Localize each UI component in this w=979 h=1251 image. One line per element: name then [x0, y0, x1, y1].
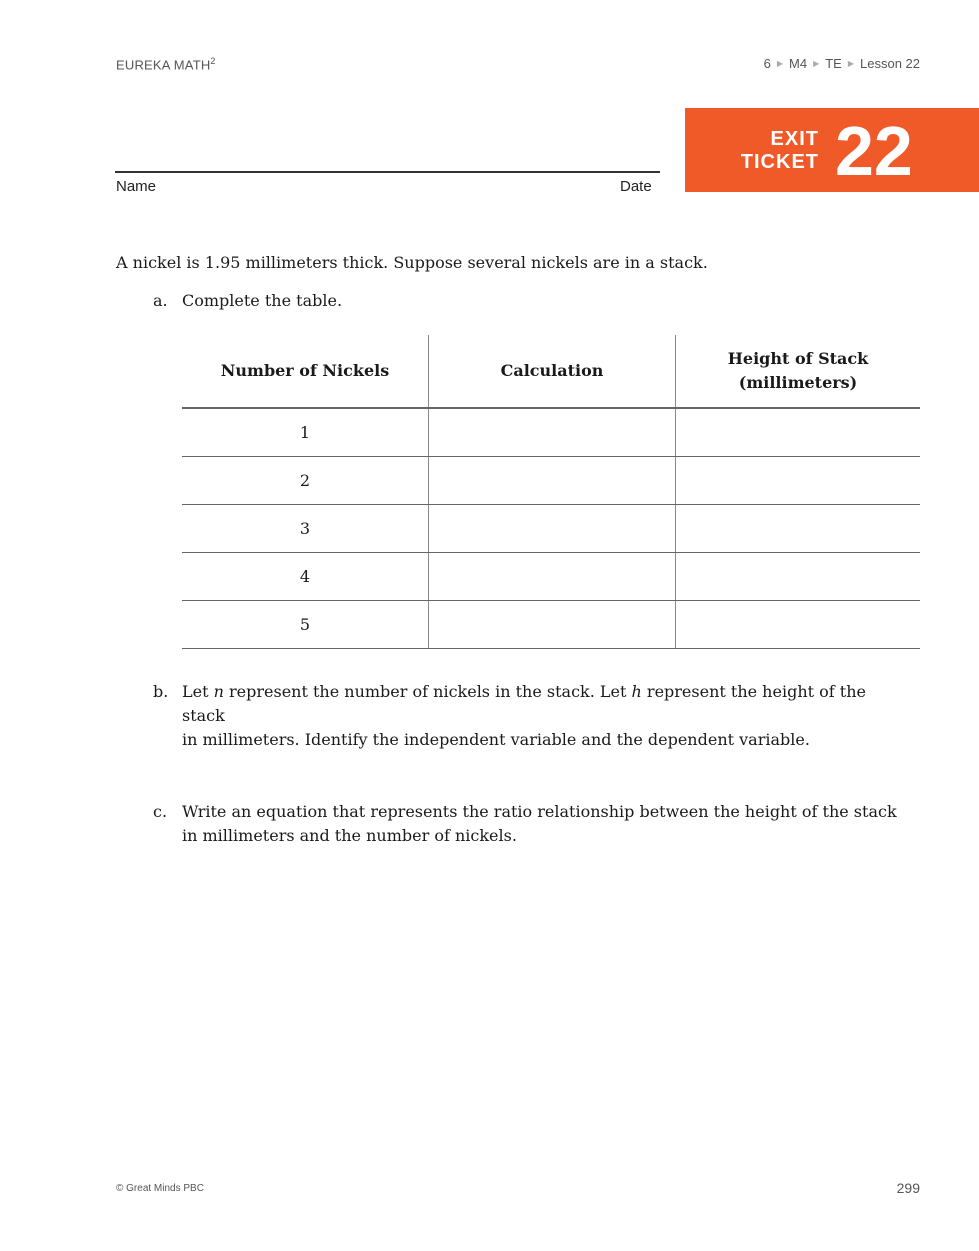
exit-ticket-badge	[685, 108, 979, 192]
part-b-text-3: represent the height of the stack	[182, 682, 866, 725]
cell-height[interactable]	[676, 553, 921, 601]
exit-ticket-label	[735, 128, 819, 174]
header-height-line1: Height of Stack	[727, 349, 869, 368]
cell-calculation[interactable]	[429, 408, 676, 457]
breadcrumb-grade: 6	[763, 56, 771, 71]
copyright: © Great Minds PBC	[116, 1183, 204, 1194]
cell-calculation[interactable]	[429, 505, 676, 553]
variable-h: h	[631, 682, 642, 701]
header-calculation: Calculation	[429, 335, 676, 408]
part-b-text-1: Let	[182, 682, 214, 701]
breadcrumb-edition: TE	[825, 56, 842, 71]
cell-nickels: 1	[182, 408, 429, 457]
cell-calculation[interactable]	[429, 601, 676, 649]
cell-calculation[interactable]	[429, 553, 676, 601]
brand-name: EUREKA MATH	[116, 57, 211, 73]
chevron-right-icon: ▶	[776, 59, 783, 68]
part-a	[153, 289, 898, 313]
exit-ticket-number: 22	[835, 112, 913, 190]
header-height-of-stack	[676, 335, 921, 408]
cell-height[interactable]	[676, 457, 921, 505]
part-c-letter: c.	[153, 802, 168, 821]
table-row	[182, 505, 920, 553]
part-c	[153, 800, 898, 848]
cell-height[interactable]	[676, 601, 921, 649]
header-height-line2: (millimeters)	[738, 373, 858, 392]
page-number: 299	[896, 1180, 920, 1196]
cell-calculation[interactable]	[429, 457, 676, 505]
cell-nickels: 5	[182, 601, 429, 649]
cell-nickels: 4	[182, 553, 429, 601]
table-header-row	[182, 335, 920, 408]
name-date-line[interactable]	[115, 171, 660, 173]
name-label: Name	[116, 178, 157, 195]
date-label: Date	[620, 178, 652, 195]
exit-label-line2: TICKET	[740, 151, 819, 173]
variable-n: n	[213, 682, 224, 701]
part-a-text: Complete the table.	[182, 291, 343, 310]
part-a-letter: a.	[153, 291, 168, 310]
breadcrumb-lesson: Lesson 22	[860, 56, 920, 71]
breadcrumb-module: M4	[789, 56, 808, 71]
part-b-letter: b.	[153, 682, 169, 701]
chevron-right-icon: ▶	[813, 59, 820, 68]
table-row	[182, 553, 920, 601]
header-number-of-nickels: Number of Nickels	[182, 335, 429, 408]
cell-height[interactable]	[676, 505, 921, 553]
brand-superscript: 2	[210, 56, 216, 66]
cell-nickels: 3	[182, 505, 429, 553]
chevron-right-icon: ▶	[847, 59, 854, 68]
exit-label-line1: EXIT	[770, 128, 819, 150]
brand-logo	[116, 56, 216, 72]
table-row	[182, 457, 920, 505]
part-b	[153, 680, 898, 752]
problem-intro: A nickel is 1.95 millimeters thick. Suppose several nickels are in a stack.	[116, 253, 708, 272]
part-b-text	[182, 680, 898, 728]
cell-height[interactable]	[676, 408, 921, 457]
part-c-line1: Write an equation that represents the ratio relationship between the height of the stack	[182, 802, 897, 821]
table-row	[182, 408, 920, 457]
breadcrumb	[764, 56, 920, 71]
nickels-table	[182, 335, 920, 649]
cell-nickels: 2	[182, 457, 429, 505]
part-b-line2: in millimeters. Identify the independent variable and the dependent variable.	[182, 730, 810, 749]
part-b-text-2: represent the number of nickels in the stack. Let	[223, 682, 632, 701]
part-c-line2: in millimeters and the number of nickels.	[182, 826, 517, 845]
table-row	[182, 601, 920, 649]
